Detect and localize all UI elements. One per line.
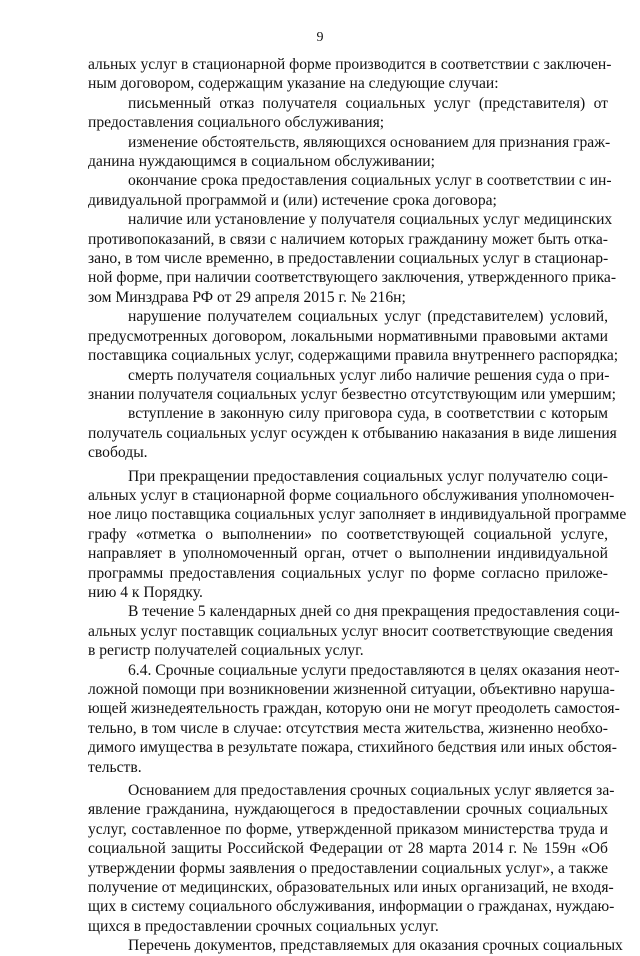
text-line: дивидуальной программой и (или) истечение срока договора;: [88, 191, 497, 209]
paragraph: [88, 467, 627, 603]
paragraph: [88, 602, 620, 660]
paragraph: [88, 781, 615, 936]
document-body: [88, 55, 627, 956]
text-line: знании получателя социальных услуг безвестно отсутствующим или умершим;: [88, 385, 616, 403]
text-line: программы предоставления социальных услуг по форме согласно приложе-: [88, 564, 608, 582]
text-line: щихся в предоставлении срочных социальных услуг.: [88, 917, 439, 935]
text-line: ложной помощи при возникновении жизненной ситуации, объективно наруша-: [88, 681, 615, 698]
text-line: предусмотренных договором, локальными нормативными правовыми актами: [88, 327, 608, 345]
text-line: альных услуг в стационарной форме социального обслуживания уполномочен-: [88, 486, 615, 504]
text-line: данина нуждающимся в социальном обслуживании;: [88, 153, 435, 171]
paragraph: [88, 366, 616, 405]
paragraph: [88, 404, 617, 462]
text-line: Основанием для предоставления срочных социальных услуг является за-: [128, 782, 615, 800]
paragraph: [88, 94, 608, 133]
text-line: Перечень документов, представляемых для оказания срочных социальных: [128, 937, 623, 955]
text-line: димого имущества в результате пожара, стихийного бедствия или иных обстоя-: [88, 739, 617, 757]
paragraph: [88, 307, 619, 365]
text-line: явление гражданина, нуждающегося в предоставлении срочных социальных: [88, 801, 608, 819]
text-line: наличие или установление у получателя социальных услуг медицинских: [128, 211, 613, 229]
text-line: изменение обстоятельств, являющихся основанием для признания граж-: [128, 133, 611, 151]
text-line: поставщика социальных услуг, содержащими правила внутреннего распорядка;: [88, 347, 619, 365]
text-line: 6.4. Срочные социальные услуги предоставляются в целях оказания неот-: [128, 661, 620, 679]
text-line: графу «отметка о выполнении» по соответствующей социальной услуге,: [88, 525, 608, 543]
text-line: ным договором, содержащим указание на следующие случаи:: [88, 75, 499, 93]
text-line: противопоказаний, в связи с наличием которых гражданину может быть отка-: [88, 230, 608, 248]
text-line: вступление в законную силу приговора суда, в соответствии с которым: [128, 405, 608, 423]
text-line: утверждении формы заявления о предоставлении социальных услуг», а также: [88, 859, 608, 877]
paragraph: [88, 210, 617, 307]
text-line: зано, в том числе временно, в предоставлении социальных услуг в стационар-: [88, 250, 609, 268]
text-line: нарушение получателем социальных услуг (представителем) условий,: [128, 308, 608, 326]
text-line: альных услуг поставщик социальных услуг вносит соответствующие сведения: [88, 622, 614, 640]
text-line: получение от медицинских, образовательных или иных организаций, не входя-: [88, 879, 614, 897]
text-line: в регистр получателей социальных услуг.: [88, 642, 364, 660]
paragraph: [88, 171, 612, 210]
text-line: социальной защиты Российской Федерации от 28 марта 2014 г. № 159н «Об: [88, 840, 608, 858]
text-line: ной форме, при наличии соответствующего заключения, утвержденного прика-: [88, 269, 617, 287]
text-line: ное лицо поставщика социальных услуг заполняет в индивидуальной программе: [88, 506, 627, 524]
text-line: щих в систему социального обслуживания, информации о гражданах, нуждаю-: [88, 898, 615, 916]
text-line: ющей жизнедеятельность граждан, которую они не могут преодолеть самостоя-: [88, 700, 620, 718]
text-line: получатель социальных услуг осужден к отбыванию наказания в виде лишения: [88, 424, 617, 442]
text-line: предоставления социального обслуживания;: [88, 114, 385, 132]
text-line: тельно, в том числе в случае: отсутствия места жительства, жизненно необхо-: [88, 719, 608, 737]
page-number: 9: [316, 30, 324, 45]
text-line: альных услуг в стационарной форме производится в соответствии с заключен-: [88, 56, 612, 73]
text-line: зом Минздрава РФ от 29 апреля 2015 г. № 216н;: [88, 288, 406, 306]
paragraph: [88, 661, 620, 777]
paragraph: [88, 936, 623, 955]
text-line: тельств.: [88, 758, 142, 776]
text-line: направляет в уполномоченный орган, отчет о выполнении индивидуальной: [88, 545, 608, 563]
paragraph: [88, 133, 611, 172]
text-line: нию 4 к Порядку.: [88, 583, 203, 601]
text-line: При прекращении предоставления социальных услуг получателю соци-: [128, 467, 608, 485]
text-line: услуг, составленное по форме, утвержденной приказом министерства труда и: [88, 820, 608, 838]
text-line: свободы.: [88, 444, 148, 462]
text-line: В течение 5 календарных дней со дня прекращения предоставления соци-: [128, 603, 620, 621]
paragraph: [88, 55, 612, 94]
text-line: письменный отказ получателя социальных услуг (представителя) от: [128, 94, 608, 112]
text-line: окончание срока предоставления социальных услуг в соответствии с ин-: [128, 172, 612, 190]
text-line: смерть получателя социальных услуг либо наличие решения суда о при-: [128, 366, 610, 384]
